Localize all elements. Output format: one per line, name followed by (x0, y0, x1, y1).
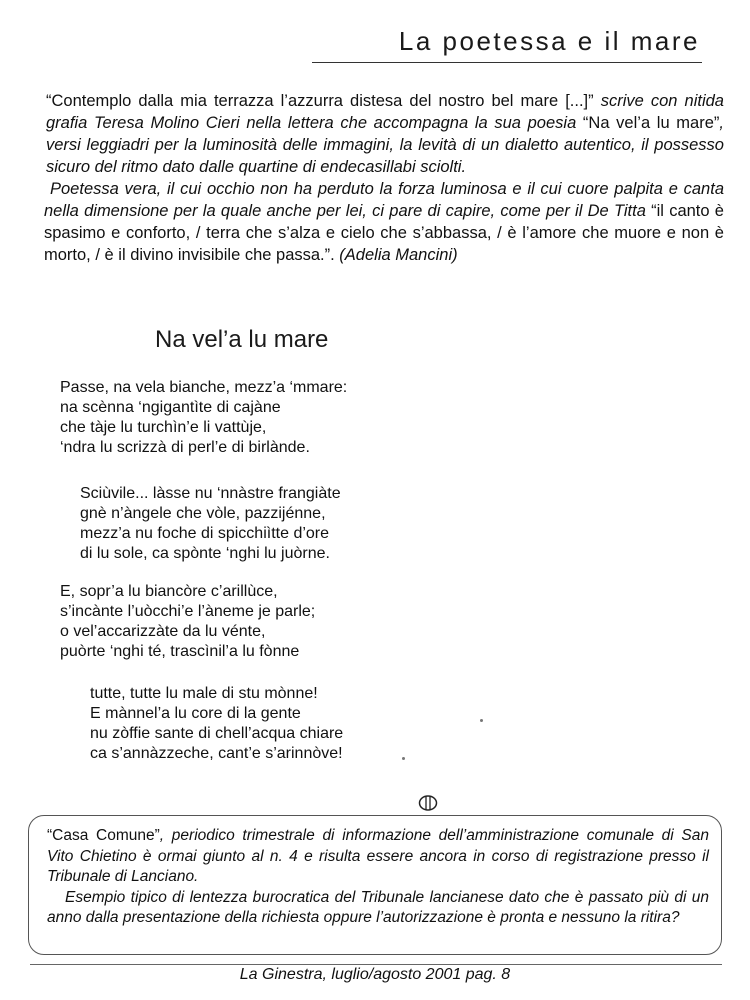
poem-reference: “Na vel’a lu mare” (582, 114, 720, 132)
intro-text-b: , versi leggiadri per la luminosità delle immagini, la levità di un dialetto autentico, il possesso sicuro del ritmo dato dalle quartine di endecasillabi sciolti. (46, 114, 724, 176)
scan-speck (402, 757, 405, 760)
periodical-name: “Casa Comune” (47, 827, 160, 844)
page-title: La poetessa e il mare (398, 26, 700, 56)
poem-stanza-2 (80, 484, 341, 564)
poem-line: che tàje lu turchìn’e li vattùje, (60, 419, 267, 436)
author-attribution: (Adelia Mancini) (334, 246, 458, 264)
poem-line: puòrte ‘nghi té, trascìnil’a lu fònne (60, 643, 300, 660)
poem-stanza-4 (90, 684, 343, 764)
intro-paragraph-2 (44, 178, 724, 266)
poem-title: Na vel’a lu mare (155, 326, 329, 353)
intro-text (44, 90, 724, 266)
poem-line: gnè n’àngele che vòle, pazzijénne, (80, 505, 326, 522)
poem-stanza-3 (60, 582, 315, 662)
intro-text-a: scrive con nitida grafia Teresa Molino Cieri nella lettera che accompagna la sua poesia (46, 92, 724, 132)
poem-line: E mànnel’a lu core di la gente (90, 705, 301, 722)
notice-paragraph-2: Esempio tipico di lentezza burocratica del Tribunale lancianese dato che è passato più di un anno dalla presentazione della richiesta oppure l’autorizzazione è pronta e nessuno la ritira? (47, 888, 709, 926)
poem-line: ca s’annàzzeche, cant’e s’arinnòve! (90, 745, 343, 762)
poem-line: Passe, na vela bianche, mezz’a ‘mmare: (60, 379, 348, 396)
poem-line: E, sopr’a lu biancòre c’arillùce, (60, 583, 278, 600)
poem-line: Sciùvile... làsse nu ‘nnàstre frangiàte (80, 485, 341, 502)
intro-paragraph-1 (44, 90, 724, 178)
intro-text-c: Poetessa vera, il cui occhio non ha perduto la forza luminosa e il cui cuore palpita e canta nella dimensione per la quale anche per lei, ci pare di capire, come per il De Titta (44, 180, 724, 220)
poem-line: na scènna ‘ngigantìte di cajàne (60, 399, 281, 416)
footer-rule (30, 964, 722, 965)
poem-line: s’incànte l’uòcchi’e l’àneme je parle; (60, 603, 316, 620)
poem-line: mezz’a nu foche di spicchiìtte d’ore (80, 525, 330, 542)
notice-text-a: , periodico trimestrale di informazione dell’amministrazione comunale di San Vito Chietino è ormai giunto al n. 4 e risulta essere ancora in corso di registrazione presso il Tribunale di Lanciano. (47, 827, 709, 885)
page-footer: La Ginestra, luglio/agosto 2001 pag. 8 (239, 966, 511, 983)
poem-line: o vel’accarizzàte da lu vénte, (60, 623, 266, 640)
de-titta-quote: “il canto è spasimo e conforto, / terra che s’alza e cielo che s’abbassa, / è l’amore che muore e non è morto, / è il divino invisibile che passa.”. (44, 202, 724, 264)
poem-line: nu zòffie sante di chell’acqua chiare (90, 725, 344, 742)
intro-quote: “Contemplo dalla mia terrazza l’azzurra distesa del nostro bel mare [...]” (46, 92, 594, 110)
ornament-icon (418, 795, 438, 811)
poem-stanza-1 (60, 378, 347, 458)
poem-line: ‘ndra lu scrizzà di perl’e di birlànde. (60, 439, 310, 456)
scan-speck (480, 719, 483, 722)
notice-paragraph-1 (47, 826, 709, 888)
title-underline (312, 62, 702, 63)
notice-box (28, 815, 722, 955)
poem-line: di lu sole, ca spònte ‘nghi lu juòrne. (80, 545, 330, 562)
poem-line: tutte, tutte lu male di stu mònne! (90, 685, 318, 702)
